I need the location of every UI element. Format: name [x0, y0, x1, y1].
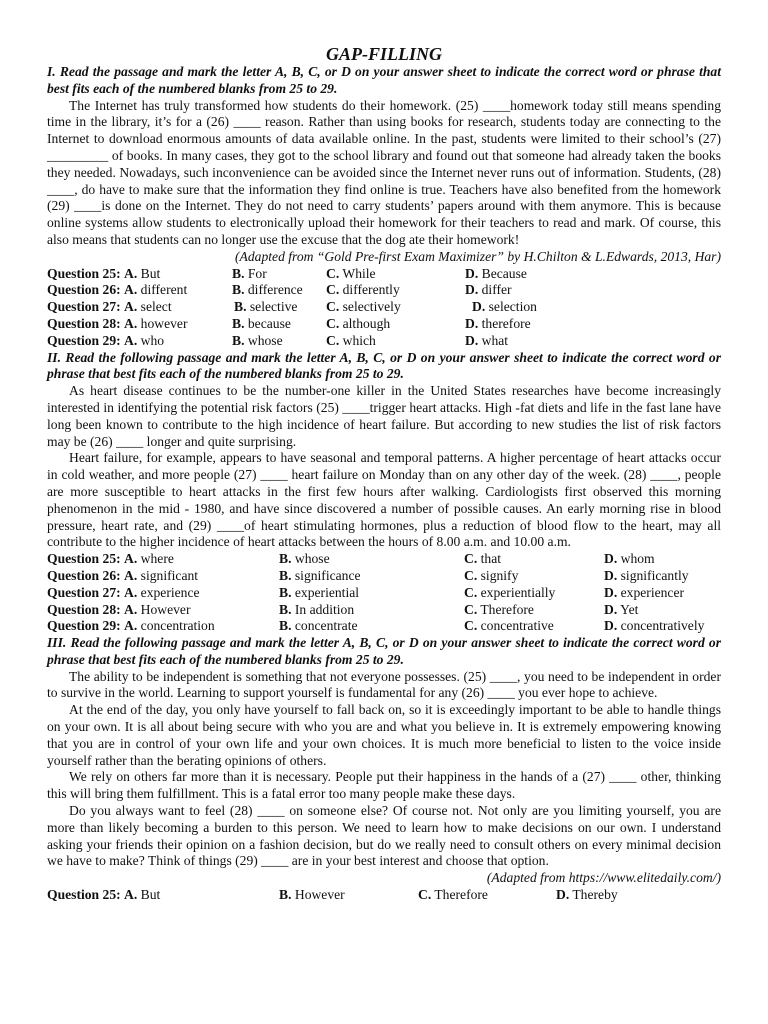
- option-text: although: [342, 315, 391, 331]
- option-text: whose: [294, 551, 330, 567]
- option-text: significant: [140, 567, 199, 583]
- option-letter: A.: [124, 299, 138, 315]
- option-text: differ: [481, 282, 512, 298]
- option-text: whom: [620, 551, 655, 567]
- option-text: experiencer: [620, 584, 685, 600]
- option-text: which: [342, 332, 376, 348]
- option-text: concentratively: [620, 618, 705, 634]
- option-letter: A.: [124, 265, 138, 281]
- question-label: Question 29:: [47, 332, 121, 348]
- option-letter: B.: [232, 265, 245, 281]
- option-text: because: [247, 315, 291, 331]
- option-letter: B.: [279, 601, 292, 617]
- option-letter: C.: [326, 315, 340, 331]
- option-text: But: [140, 887, 161, 903]
- section-3-instruction: III. Read the following passage and mark the letter A, B, C, or D on your answer sheet to indicate the correct word or phrase that best fits each of the numbered blanks from 25 to 29.: [47, 635, 721, 667]
- option-text: significance: [294, 567, 361, 583]
- question-row: [47, 568, 721, 585]
- option-text: differently: [342, 282, 400, 298]
- option-text: whose: [247, 332, 283, 348]
- question-row: [47, 887, 721, 904]
- option-text: where: [140, 551, 174, 567]
- question-row: [47, 282, 721, 299]
- option-letter: A.: [124, 601, 138, 617]
- section-1-source: (Adapted from “Gold Pre-first Exam Maximizer” by H.Chilton & L.Edwards, 2013, Har): [235, 248, 721, 264]
- option-text: Thereby: [572, 887, 618, 903]
- option-letter: D.: [556, 887, 570, 903]
- option-text: difference: [247, 282, 303, 298]
- option-text: Therefore: [480, 601, 534, 617]
- option-text: concentration: [140, 618, 215, 634]
- option-letter: A.: [124, 551, 138, 567]
- option-letter: A.: [124, 282, 138, 298]
- option-text: selective: [249, 299, 298, 315]
- option-text: signify: [480, 567, 519, 583]
- option-letter: B.: [232, 315, 245, 331]
- question-label: Question 27:: [47, 584, 121, 600]
- section-2-instruction: II. Read the following passage and mark the letter A, B, C, or D on your answer sheet to indicate the correct word or phrase that best fits each of the numbered blanks from 25 to 29.: [47, 349, 721, 382]
- option-letter: D.: [465, 265, 479, 281]
- option-letter: B.: [232, 282, 245, 298]
- question-row: [47, 333, 721, 350]
- section-1-questions: [47, 266, 721, 350]
- option-text: experiential: [294, 584, 360, 600]
- question-label: Question 25:: [47, 551, 121, 567]
- question-label: Question 28:: [47, 315, 121, 331]
- option-letter: A.: [124, 887, 138, 903]
- section-3-paragraph: We rely on others far more than it is necessary. People put their happiness in the hands of a (27) ____ other, thinking this will bring them fulfillment. This is a fatal error too many people make these days.: [47, 769, 721, 802]
- option-letter: A.: [124, 567, 138, 583]
- option-text: However: [294, 887, 345, 903]
- option-letter: C.: [326, 282, 340, 298]
- section-1-paragraph: The Internet has truly transformed how students do their homework. (25) ____homework today still means spending time in the library, it’s for a (26) ____ reason. Rather than using books for research, students today are connecting to the Internet to download enormous amounts of data available online. In the past, students were limited to their school’s (27) _________ of books. In many cases, they got to the school library and found out that someone had already taken the books they needed. Nowadays, such inconvenience can be avoided since the Internet never runs out of information. Students, (28) ____, do have to make sure that the information they find online is true. Teachers have also benefited from the homework (29) ____is done on the Internet. They do not need to carry students’ papers around with them anymore. This is because online systems allow students to electronically upload their homework for their teachers to read and mark. Of course, this also means that students can no longer use the excuse that the dog ate their homework!: [47, 97, 721, 247]
- question-row: [47, 618, 721, 635]
- question-row: [47, 602, 721, 619]
- option-text: While: [342, 265, 376, 281]
- option-letter: D.: [465, 315, 479, 331]
- option-letter: C.: [326, 299, 340, 315]
- question-label: Question 25:: [47, 265, 121, 281]
- option-letter: C.: [464, 567, 478, 583]
- section-3-questions: [47, 887, 721, 904]
- option-text: selection: [488, 299, 537, 315]
- option-letter: C.: [464, 601, 478, 617]
- option-text: concentrative: [480, 618, 554, 634]
- option-text: therefore: [481, 315, 531, 331]
- option-letter: D.: [604, 551, 618, 567]
- option-text: experientially: [480, 584, 556, 600]
- option-letter: D.: [604, 567, 618, 583]
- option-letter: B.: [279, 551, 292, 567]
- option-letter: B.: [279, 567, 292, 583]
- question-label: Question 26:: [47, 282, 121, 298]
- option-text: Because: [481, 265, 527, 281]
- option-letter: D.: [604, 584, 618, 600]
- option-text: However: [140, 601, 191, 617]
- option-text: For: [247, 265, 267, 281]
- worksheet: [47, 44, 721, 904]
- option-letter: D.: [604, 618, 618, 634]
- option-text: who: [140, 332, 165, 348]
- option-letter: B.: [279, 618, 292, 634]
- option-letter: A.: [124, 332, 138, 348]
- question-row: [47, 266, 721, 283]
- question-label: Question 29:: [47, 618, 121, 634]
- option-letter: A.: [124, 584, 138, 600]
- option-text: however: [140, 315, 188, 331]
- section-3-paragraph: The ability to be independent is something that not everyone possesses. (25) ____, you need to be independent in order to survive in the world. Learning to support yourself is fundamental for any (26) ____ you ever hope to achieve.: [47, 668, 721, 701]
- option-text: But: [140, 265, 161, 281]
- option-letter: C.: [464, 584, 478, 600]
- question-row: [47, 299, 721, 316]
- question-label: Question 26:: [47, 567, 121, 583]
- option-text: Therefore: [434, 887, 488, 903]
- page-title: GAP-FILLING: [326, 44, 442, 64]
- question-label: Question 25:: [47, 887, 121, 903]
- option-letter: B.: [279, 887, 292, 903]
- option-letter: D.: [465, 282, 479, 298]
- option-letter: D.: [604, 601, 618, 617]
- option-letter: C.: [326, 265, 340, 281]
- question-row: [47, 551, 721, 568]
- option-letter: C.: [326, 332, 340, 348]
- section-2-questions: [47, 551, 721, 635]
- option-letter: C.: [464, 618, 478, 634]
- option-text: significantly: [620, 567, 689, 583]
- option-text: In addition: [294, 601, 355, 617]
- option-letter: C.: [418, 887, 432, 903]
- option-text: concentrate: [294, 618, 358, 634]
- option-letter: B.: [279, 584, 292, 600]
- section-3-paragraph: Do you always want to feel (28) ____ on someone else? Of course not. Not only are you limiting yourself, you are more than likely becoming a burden to this person. We need to learn how to make decisions on our own. I understand asking your friends their opinion on a fashion decision, but do we really need to consult others on every minimal decision we have to make? Think of things (29) ____ are in your best interest and choose that option.: [47, 803, 721, 869]
- section-2-paragraph: As heart disease continues to be the number-one killer in the United States researches have become increasingly interested in identifying the potential risk factors (25) ____trigger heart attacks. High -fat diets and life in the fast lane have long been known to contribute to the high incidence of heart failure. But according to new studies the list of risk factors may be (26) ____ longer and quite surprising.: [47, 383, 721, 449]
- option-text: selectively: [342, 299, 401, 315]
- question-label: Question 27:: [47, 299, 121, 315]
- option-letter: B.: [232, 332, 245, 348]
- question-label: Question 28:: [47, 601, 121, 617]
- option-letter: C.: [464, 551, 478, 567]
- option-text: select: [140, 299, 172, 315]
- option-text: different: [140, 282, 188, 298]
- question-row: [47, 316, 721, 333]
- option-text: experience: [140, 584, 200, 600]
- option-letter: B.: [234, 299, 247, 315]
- section-3-source: (Adapted from https://www.elitedaily.com/): [486, 870, 721, 886]
- option-text: that: [480, 551, 502, 567]
- option-text: Yet: [620, 601, 639, 617]
- question-row: [47, 585, 721, 602]
- option-text: what: [481, 332, 509, 348]
- option-letter: A.: [124, 618, 138, 634]
- option-letter: D.: [472, 299, 486, 315]
- section-2-paragraph: Heart failure, for example, appears to have seasonal and temporal patterns. A higher percentage of heart attacks occur in cold weather, and more people (27) ____ heart failure on Monday than on any other day of the week. (28) ____, people are more susceptible to heart attacks in the first few hours after walking. Cardiologists first observed this morning phenomenon in the mid - 1980, and have since discovered a number of possible causes. An early morning rise in blood pressure, heart rate, and (29) ____of heart stimulating hormones, plus a reduction of blood flow to the heart, may all contribute to the higher incidence of heart attacks between the hours of 8.00 a.m. and 10.00 a.m.: [47, 450, 721, 550]
- option-letter: A.: [124, 315, 138, 331]
- section-3-paragraph: At the end of the day, you only have yourself to fall back on, so it is exceedingly important to be able to handle things on your own. It is all about being secure with who you are and what you believe in. It is extremely empowering knowing that you are in control of your own life and your own choices. It is much more beneficial to listen to the voice inside yourself rather than the berating opinions of others.: [47, 702, 721, 768]
- section-1-instruction: I. Read the passage and mark the letter A, B, C, or D on your answer sheet to indicate the correct word or phrase that best fits each of the numbered blanks from 25 to 29.: [47, 64, 721, 96]
- option-letter: D.: [465, 332, 479, 348]
